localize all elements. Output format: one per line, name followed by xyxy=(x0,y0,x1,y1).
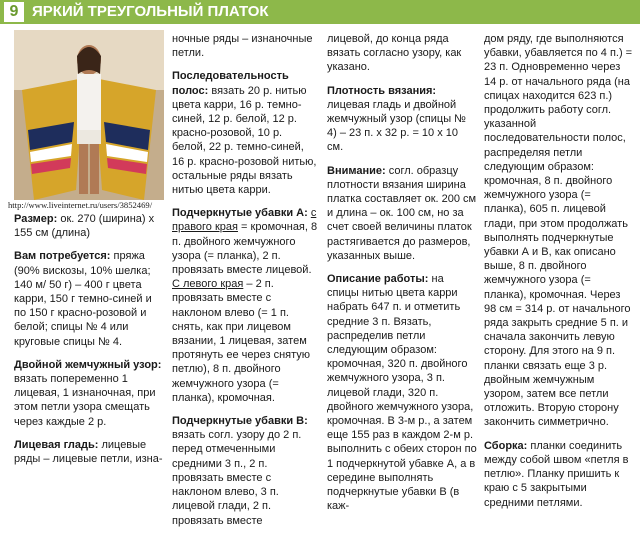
decrease-b-label: Подчеркнутые убавки В: xyxy=(172,415,308,428)
size-label: Размер: xyxy=(14,213,58,225)
shawl-model-image xyxy=(14,30,164,200)
materials-label: Вам потребуется: xyxy=(14,250,111,263)
source-url: http://www.liveinternet.ru/users/3852469/ xyxy=(8,200,153,210)
section-number: 9 xyxy=(4,2,24,22)
decrease-b-cont: лицевой, до конца ряда вязать согласно узору, как указано. xyxy=(327,33,462,74)
column-1 xyxy=(14,212,166,475)
pearl-pattern-text: вязать попеременно 1 лицевая, 1 изнаночная, при этом петли узора смещать через каждые 2 р. xyxy=(14,373,156,428)
attention-text: согл. образцу плотности вязания ширина платка составляет ок. 200 см и длина – ок. 100 см, но за счет своей величины платок растягивается до размеров, указанных выше. xyxy=(327,164,477,262)
materials-text: пряжа (90% вискозы, 10% шелка; 140 м/ 50 г) – 400 г цвета карри, 150 г темно-синей и по 150 г красно-розовой и белой; спицы № 4 или круговые спицы № 4. xyxy=(14,250,152,348)
density-label: Плотность вязания: xyxy=(327,84,437,97)
work-description-label: Описание работы: xyxy=(327,273,429,286)
assembly-text: планки соединить между собой швом «петля в петлю». Планку пришить к краю с 5 закрытыми средними петлями. xyxy=(484,439,629,509)
assembly-label: Сборка: xyxy=(484,439,528,452)
pearl-pattern-label: Двойной жемчужный узор: xyxy=(14,358,162,371)
section-header xyxy=(0,0,640,24)
work-description-cont: дом ряду, где выполняются убавки, убавляется по 4 п.) = 23 п. Одновременно через 14 р. от начального ряда (на спицах находится 623 п.) продолжить работу согл. указанной последовательности полос, распределяя петли следующим образом: кромочная, 8 п. двойного жемчужного узора (= планка), 605 п. лицевой глади, при этом продолжать выполнять подчеркнутые убавки А и В, как описано выше, 8 п. двойного жемчужного узора (= планка), кромочная. Через 98 см = 314 р. от начального ряда закрыть средние 5 п. и сначала закончить левую сторону. Для этого на 9 п. планки связать еще 3 р. двойным жемчужным узором, затем все петли отложить. Вторую сторону закончить симметрично. xyxy=(484,33,633,429)
column-2 xyxy=(172,32,318,537)
stripes-text: вязать 20 р. нитью цвета карри, 16 р. темно-синей, 12 р. белой, 12 р. красно-розовой, 10 р. белой, 22 р. темно-синей, 16 р. красно-розовой нитью, остальные ряды вязать нитью цвета карри. xyxy=(172,84,317,197)
work-description-text: на спицы нитью цвета карри набрать 647 п. и отметить средние 3 п. Вязать, распределив петли следующим образом: кромочная, 320 п. двойного жемчужного узора, 3 п. лицевой глади, 320 п. двойного жемчужного узора, кромочная. В 3-м р., а затем еще 155 раз в каждом 2-м р. выполнить с обеих сторон по 1 подчеркнутой убавке А, а в середине выполнять подчеркнутые убавки В (в каж- xyxy=(327,273,477,513)
column-3 xyxy=(327,32,477,523)
attention-label: Внимание: xyxy=(327,164,386,177)
decrease-a-text-1: = кромочная, 8 п. двойного жемчужного узора (= планка), 2 п. провязать вместе лицевой. xyxy=(172,221,318,277)
stockinette-cont: ночные ряды – изнаночные петли. xyxy=(172,33,313,60)
decrease-a-label: Подчеркнутые убавки А: xyxy=(172,207,308,220)
stockinette-label: Лицевая гладь: xyxy=(14,438,99,451)
stockinette-text: лицевые ряды – лицевые петли, изна- xyxy=(14,438,163,466)
size-text: ок. 270 (ширина) х 155 см (длина) xyxy=(14,213,155,240)
decrease-a-text-2: – 2 п. провязать вместе с наклоном влево (= 1 п. снять, как при лицевом вязании, 1 лицевая, затем протянуть ее через снятую петлю), 8 п. двойного жемчужного узора (= планка), кромочная. xyxy=(172,278,311,404)
stripes-label: Последовательность полос: xyxy=(172,70,289,97)
decrease-b-text: вязать согл. узору до 2 п. перед отмеченными средними 3 п., 2 п. провязать вместе с наклоном влево, 3 п. лицевой глади, 2 п. провязать вместе xyxy=(172,429,302,527)
column-4 xyxy=(484,32,634,519)
shawl-photo xyxy=(14,30,164,200)
decrease-a-right-edge: с правого края xyxy=(172,207,317,234)
density-text: лицевая гладь и двойной жемчужный узор (спицы № 4) – 23 п. х 32 р. = 10 х 10 см. xyxy=(327,98,466,154)
section-title: ЯРКИЙ ТРЕУГОЛЬНЫЙ ПЛАТОК xyxy=(32,3,269,20)
decrease-a-left-edge: С левого края xyxy=(172,278,244,291)
